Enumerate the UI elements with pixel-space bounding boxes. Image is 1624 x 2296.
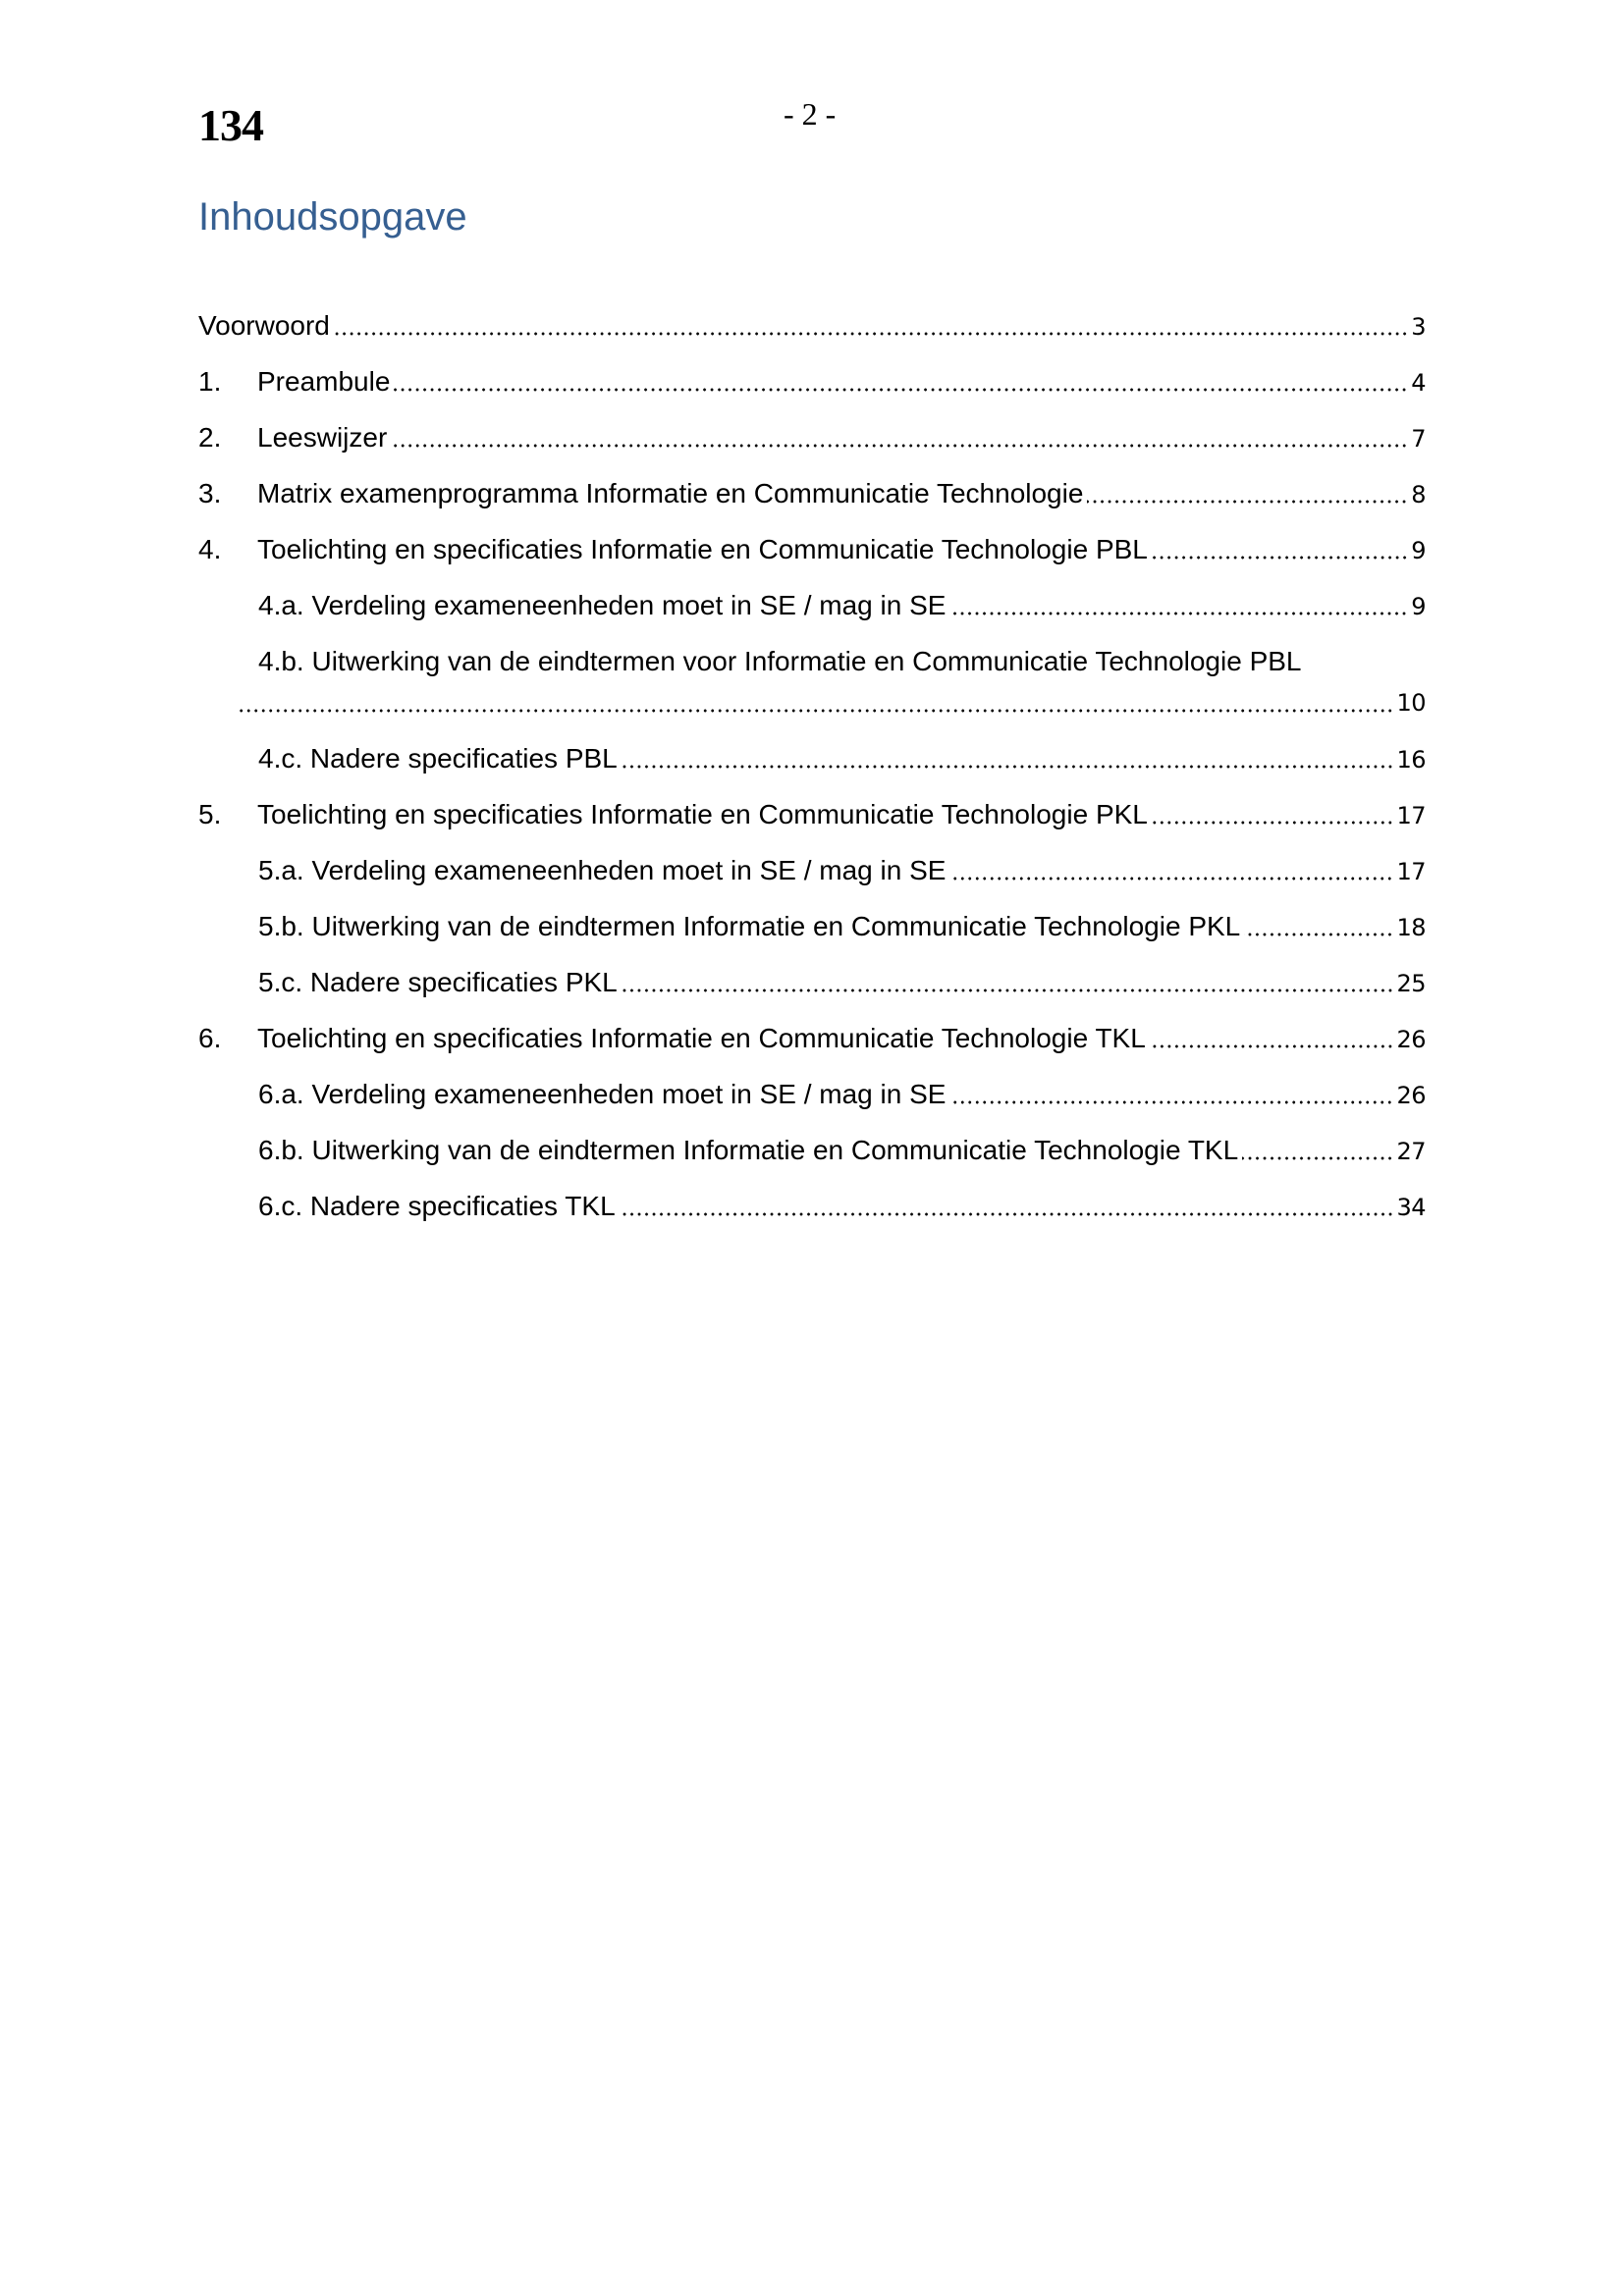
toc-entry-section-6[interactable] — [198, 1019, 1426, 1058]
toc-entry-label: 4.c. Nadere specificaties PBL — [258, 743, 618, 774]
dot-leader — [949, 1100, 1393, 1104]
toc-entry-label: Voorwoord — [198, 310, 330, 341]
toc-entry-6a[interactable] — [258, 1075, 1426, 1114]
dot-leader — [949, 877, 1393, 881]
toc-entry-number: 5. — [198, 799, 222, 829]
toc-entry-label: 4.a. Verdeling exameneenheden moet in SE / mag in SE — [258, 590, 947, 620]
toc-entry-voorwoord[interactable] — [198, 306, 1426, 346]
toc-entry-page: 10 — [1396, 689, 1426, 717]
toc-entry-number: 3. — [198, 478, 222, 508]
dot-leader — [620, 1212, 1394, 1216]
dot-leader — [949, 612, 1408, 615]
toc-entry-4c[interactable] — [258, 739, 1426, 778]
dot-leader — [1152, 556, 1408, 560]
toc-entry-4b[interactable] — [258, 642, 1426, 681]
dot-leader — [622, 988, 1394, 992]
toc-entry-page: 9 — [1411, 593, 1426, 620]
toc-entry-label: Toelichting en specificaties Informatie en Communicatie Technologie PKL — [257, 799, 1148, 829]
dot-leader — [394, 388, 1408, 392]
toc-entry-number: 6. — [198, 1023, 222, 1053]
toc-entry-4b-continuation[interactable] — [236, 683, 1426, 722]
toc-title: Inhoudsopgave — [198, 195, 467, 239]
toc-entry-6b[interactable] — [258, 1131, 1426, 1170]
toc-entry-5c[interactable] — [258, 963, 1426, 1002]
dot-leader — [622, 765, 1394, 769]
toc-entry-5a[interactable] — [258, 851, 1426, 890]
toc-entry-page: 25 — [1396, 970, 1426, 997]
toc-entry-page: 4 — [1411, 369, 1426, 397]
toc-entry-page: 9 — [1411, 537, 1426, 564]
page-number: - 2 - — [784, 96, 837, 132]
toc-entry-page: 16 — [1396, 746, 1426, 774]
toc-entry-page: 26 — [1396, 1082, 1426, 1109]
toc-entry-page: 27 — [1396, 1138, 1426, 1165]
toc-entry-number: 1. — [198, 366, 222, 397]
dot-leader — [1152, 821, 1394, 825]
toc-entry-4a[interactable] — [258, 586, 1426, 625]
toc-entry-label: Preambule — [257, 366, 391, 397]
toc-entry-6c[interactable] — [258, 1187, 1426, 1226]
toc-entry-label: 5.c. Nadere specificaties PKL — [258, 967, 618, 997]
toc-entry-label: 5.b. Uitwerking van de eindtermen Informatie en Communicatie Technologie PKL — [258, 911, 1241, 941]
dot-leader — [1150, 1044, 1394, 1048]
dot-leader — [1242, 1156, 1393, 1160]
toc-entry-page: 17 — [1396, 858, 1426, 885]
toc-entry-matrix[interactable] — [198, 474, 1426, 513]
toc-entry-label: 4.b. Uitwerking van de eindtermen voor Informatie en Communicatie Technologie PBL — [258, 646, 1302, 676]
dot-leader — [334, 332, 1408, 336]
toc-entry-label: 5.a. Verdeling exameneenheden moet in SE / mag in SE — [258, 855, 947, 885]
toc-entry-number: 4. — [198, 534, 222, 564]
toc-entry-page: 8 — [1411, 481, 1426, 508]
toc-entry-label: 6.a. Verdeling exameneenheden moet in SE / mag in SE — [258, 1079, 947, 1109]
document-number: 134 — [198, 100, 263, 150]
toc-entry-preambule[interactable] — [198, 362, 1426, 401]
toc-entry-page: 34 — [1396, 1194, 1426, 1221]
toc-entry-label: 6.b. Uitwerking van de eindtermen Informatie en Communicatie Technologie TKL — [258, 1135, 1239, 1165]
toc-entry-section-5[interactable] — [198, 795, 1426, 834]
toc-entry-leeswijzer[interactable] — [198, 418, 1426, 457]
toc-entry-page: 26 — [1396, 1026, 1426, 1053]
dot-leader — [1087, 500, 1408, 504]
dot-leader — [1244, 933, 1393, 936]
dot-leader — [391, 444, 1408, 448]
toc-entry-page: 18 — [1396, 914, 1426, 941]
toc-entry-label: Leeswijzer — [257, 422, 388, 453]
toc-entry-label: Toelichting en specificaties Informatie en Communicatie Technologie PBL — [257, 534, 1148, 564]
toc-entry-page: 7 — [1411, 425, 1426, 453]
toc-entry-5b[interactable] — [258, 907, 1426, 946]
toc-entry-label: 6.c. Nadere specificaties TKL — [258, 1191, 616, 1221]
toc-entry-number: 2. — [198, 422, 222, 453]
toc-entry-section-4[interactable] — [198, 530, 1426, 569]
toc-entry-page: 3 — [1411, 313, 1426, 341]
toc-entry-label: Matrix examenprogramma Informatie en Communicatie Technologie — [257, 478, 1084, 508]
toc-entry-page: 17 — [1396, 802, 1426, 829]
toc-entry-label: Toelichting en specificaties Informatie en Communicatie Technologie TKL — [257, 1023, 1146, 1053]
dot-leader — [236, 709, 1393, 713]
